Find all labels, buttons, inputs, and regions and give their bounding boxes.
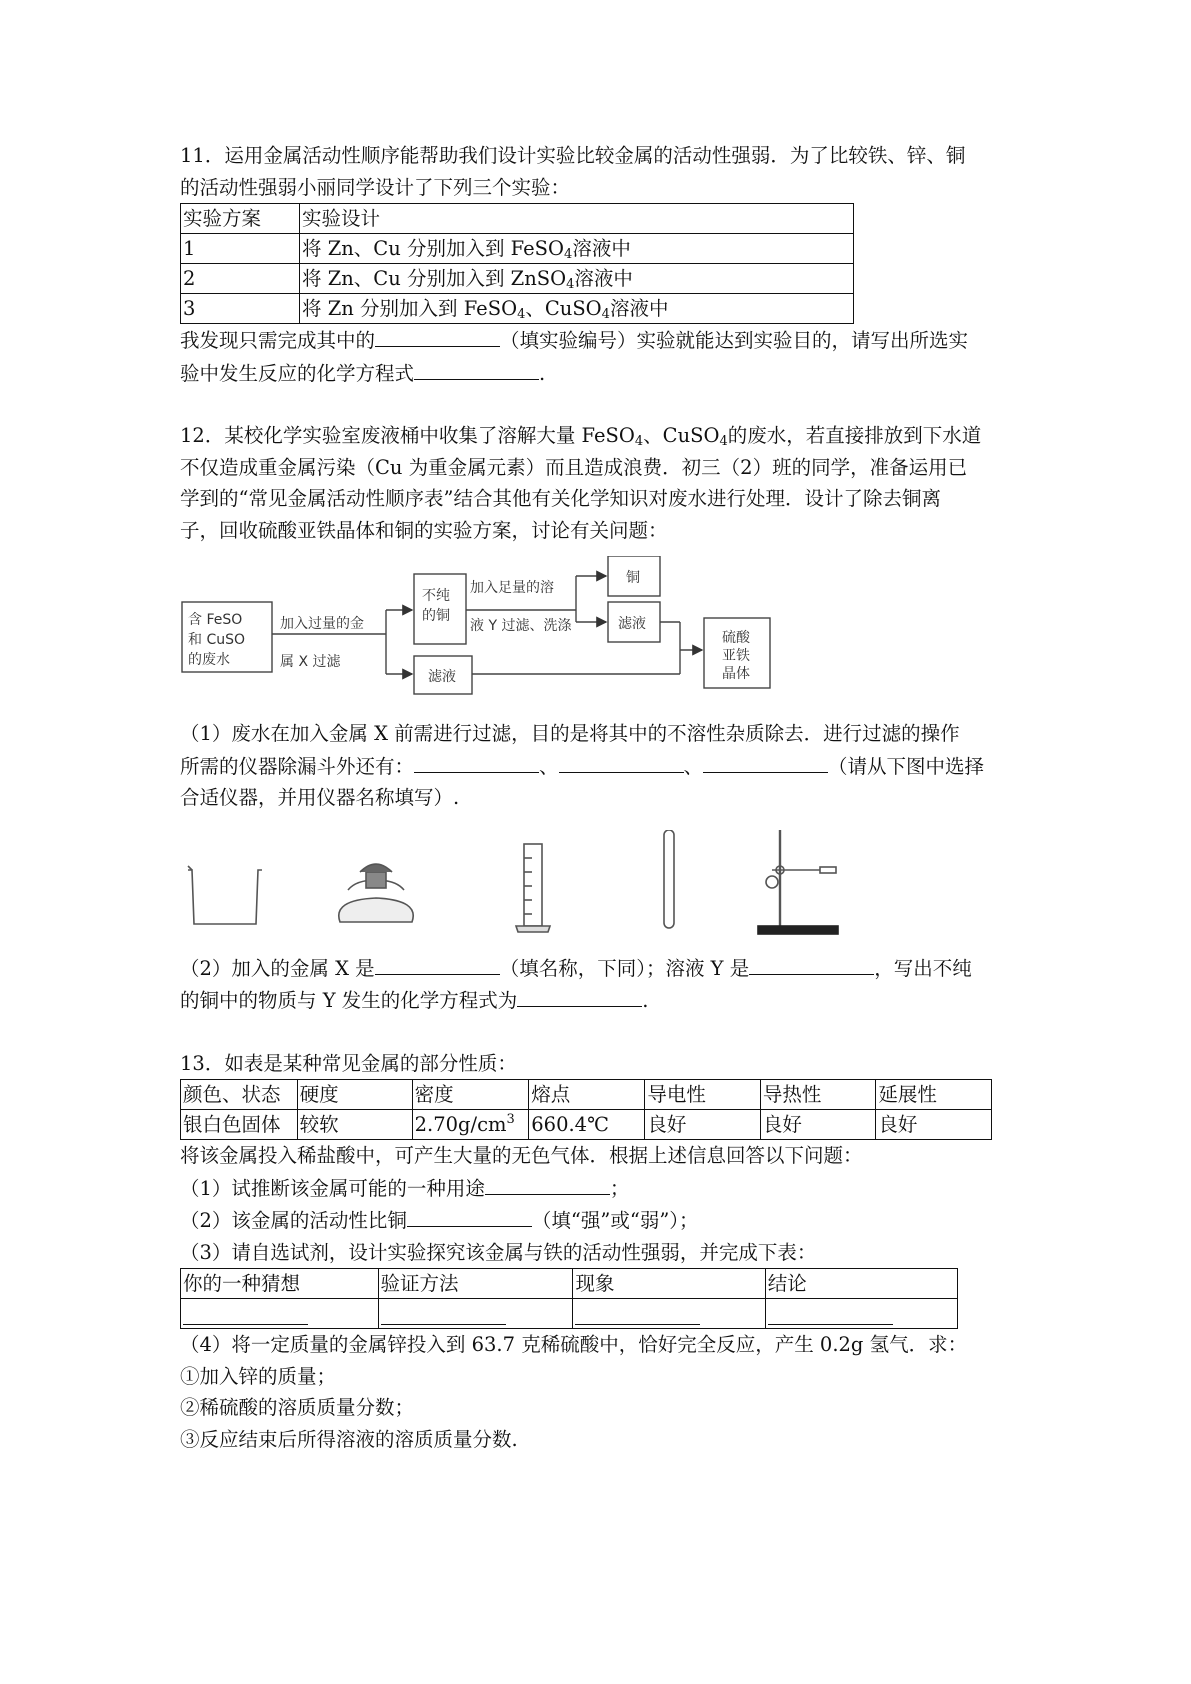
table-cell[interactable] <box>765 1299 957 1329</box>
product-label: 硫酸 <box>722 630 750 646</box>
q13-line7: ②稀硫酸的溶质质量分数； <box>180 1396 415 1419</box>
table-row <box>181 1299 958 1329</box>
table-row <box>181 294 854 324</box>
table-row <box>181 264 854 294</box>
q11-line1: 11．运用金属活动性顺序能帮助我们设计实验比较金属的活动性强弱．为了比较铁、锌、铜 <box>180 144 966 167</box>
q12-sub1-line3: 合适仪器，并用仪器名称填写）. <box>180 786 460 809</box>
table-cell: 良好 <box>760 1110 876 1140</box>
start-label: 含 FeSO <box>188 612 243 628</box>
worksheet <box>180 140 1020 1455</box>
product-label: 亚铁 <box>722 648 750 664</box>
answer-blank[interactable] <box>414 750 539 773</box>
q12-sub1-line2: 所需的仪器除漏斗外还有： 、 、 （请从下图中选择 <box>180 750 1020 783</box>
table-header-row <box>181 204 854 234</box>
q13-experiment-table <box>180 1268 958 1329</box>
copper-label: 铜 <box>626 570 640 586</box>
apparatus-row <box>180 830 880 940</box>
q13-line5: （4）将一定质量的金属锌投入到 63.7 克稀硫酸中，恰好完全反应，产生 0.2g 氢气．求： <box>180 1333 968 1356</box>
table-cell: 660.4℃ <box>529 1110 645 1140</box>
q13-line4: （3）请自选试剂，设计实验探究该金属与铁的活动性强弱，并完成下表： <box>180 1240 817 1264</box>
table-cell: 2 <box>181 264 300 294</box>
q12-line1: 12．某校化学实验室废液桶中收集了溶解大量 FeSO$_4$、CuSO$_4$的废水，若直接排放到下水道 <box>180 424 982 449</box>
start-label: 和 CuSO <box>188 632 246 648</box>
graduated-cylinder-icon <box>516 844 550 932</box>
answer-blank[interactable] <box>559 750 684 773</box>
q13-line2: （1）试推断该金属可能的一种用途 ； <box>180 1172 1020 1205</box>
q12-sub2-line1: （2）加入的金属 X 是 （填名称，下同）；溶液 Y 是 ，写出不纯 <box>180 952 1020 985</box>
step1-label: 属 X 过滤 <box>280 654 341 670</box>
filtrate-bottom-label: 滤液 <box>428 669 456 685</box>
table-header-cell: 熔点 <box>529 1080 645 1110</box>
answer-blank[interactable] <box>485 1172 610 1195</box>
table-cell: 将 Zn 分别加入到 FeSO$_4$、CuSO$_4$溶液中 <box>300 294 854 324</box>
impure-label: 不纯 <box>422 588 450 604</box>
table-cell: 3 <box>181 294 300 324</box>
product-label: 晶体 <box>722 666 750 682</box>
answer-blank[interactable] <box>414 357 539 380</box>
answer-blank[interactable] <box>749 952 874 975</box>
q12-sub2-line2: 的铜中的物质与 Y 发生的化学方程式为 . <box>180 984 1020 1017</box>
table-cell: 较软 <box>297 1110 412 1140</box>
table-cell[interactable] <box>181 1299 379 1329</box>
table-header-cell: 导热性 <box>760 1080 876 1110</box>
table-header-cell: 延展性 <box>876 1080 992 1110</box>
table-cell: 良好 <box>876 1110 992 1140</box>
table-header-cell: 实验设计 <box>300 204 854 234</box>
table-row <box>181 234 854 264</box>
table-header-cell: 硬度 <box>297 1080 412 1110</box>
table-header-row <box>181 1080 992 1110</box>
table-header-cell: 导电性 <box>645 1080 761 1110</box>
q12-line2: 不仅造成重金属污染（Cu 为重金属元素）而且造成浪费．初三（2）班的同学，准备运用已 <box>180 455 968 479</box>
q13-line3: （2）该金属的活动性比铜 （填“强”或“弱”）； <box>180 1204 1020 1237</box>
q11-fill-line2: 验中发生反应的化学方程式 . <box>180 357 1020 390</box>
table-header-cell: 你的一种猜想 <box>181 1269 379 1299</box>
table-header-cell: 颜色、状态 <box>181 1080 298 1110</box>
q12-line3: 学到的“常见金属活动性顺序表”结合其他有关化学知识对废水进行处理．设计了除去铜离 <box>180 487 941 510</box>
start-label: 的废水 <box>188 652 230 668</box>
answer-blank[interactable] <box>517 984 642 1007</box>
q13-intro: 13．如表是某种常见金属的部分性质： <box>180 1051 517 1075</box>
iron-stand-icon <box>758 830 838 934</box>
table-cell[interactable] <box>378 1299 573 1329</box>
flow-diagram <box>180 556 840 706</box>
q13-line8: ③反应结束后所得溶液的溶质质量分数. <box>180 1427 518 1451</box>
table-row <box>181 1110 992 1140</box>
table-cell: 良好 <box>645 1110 761 1140</box>
table-cell: 1 <box>181 234 300 264</box>
answer-blank[interactable] <box>407 1204 532 1227</box>
table-header-cell: 实验方案 <box>181 204 300 234</box>
q13-properties-table <box>180 1079 992 1140</box>
table-header-row <box>181 1269 958 1299</box>
filtrate-top-label: 滤液 <box>618 616 646 632</box>
q11-table <box>180 203 854 324</box>
alcohol-lamp-icon <box>339 864 413 922</box>
table-cell: 将 Zn、Cu 分别加入到 FeSO$_4$溶液中 <box>300 234 854 264</box>
q11-line2: 的活动性强弱小丽同学设计了下列三个实验： <box>180 175 571 199</box>
q12-line4: 子，回收硫酸亚铁晶体和铜的实验方案，讨论有关问题： <box>180 518 668 542</box>
step1-label: 加入过量的金 <box>280 616 364 632</box>
q12-sub1-line1: （1）废水在加入金属 X 前需进行过滤，目的是将其中的不溶性杂质除去．进行过滤的操作 <box>180 722 960 745</box>
table-header-cell: 密度 <box>412 1080 529 1110</box>
beaker-icon <box>188 866 262 924</box>
table-header-cell: 结论 <box>765 1269 957 1299</box>
q13-line6: ①加入锌的质量； <box>180 1364 337 1388</box>
impure-label: 的铜 <box>422 608 450 624</box>
test-tube-icon <box>664 830 674 928</box>
step2-label: 加入足量的溶 <box>470 580 554 596</box>
answer-blank[interactable] <box>375 324 500 347</box>
q13-line1: 将该金属投入稀盐酸中，可产生大量的无色气体．根据上述信息回答以下问题： <box>180 1144 863 1167</box>
q11-fill-line1: 我发现只需完成其中的 （填实验编号）实验就能达到实验目的，请写出所选实 <box>180 324 1020 357</box>
answer-blank[interactable] <box>375 952 500 975</box>
step2-label: 液 Y 过滤、洗涤 <box>470 618 572 634</box>
table-header-cell: 现象 <box>573 1269 765 1299</box>
table-header-cell: 验证方法 <box>378 1269 573 1299</box>
table-cell[interactable] <box>573 1299 765 1329</box>
table-cell: 将 Zn、Cu 分别加入到 ZnSO$_4$溶液中 <box>300 264 854 294</box>
table-cell: 银白色固体 <box>181 1110 298 1140</box>
answer-blank[interactable] <box>703 750 828 773</box>
table-cell: $2.70g/cm^3$ <box>412 1110 529 1140</box>
